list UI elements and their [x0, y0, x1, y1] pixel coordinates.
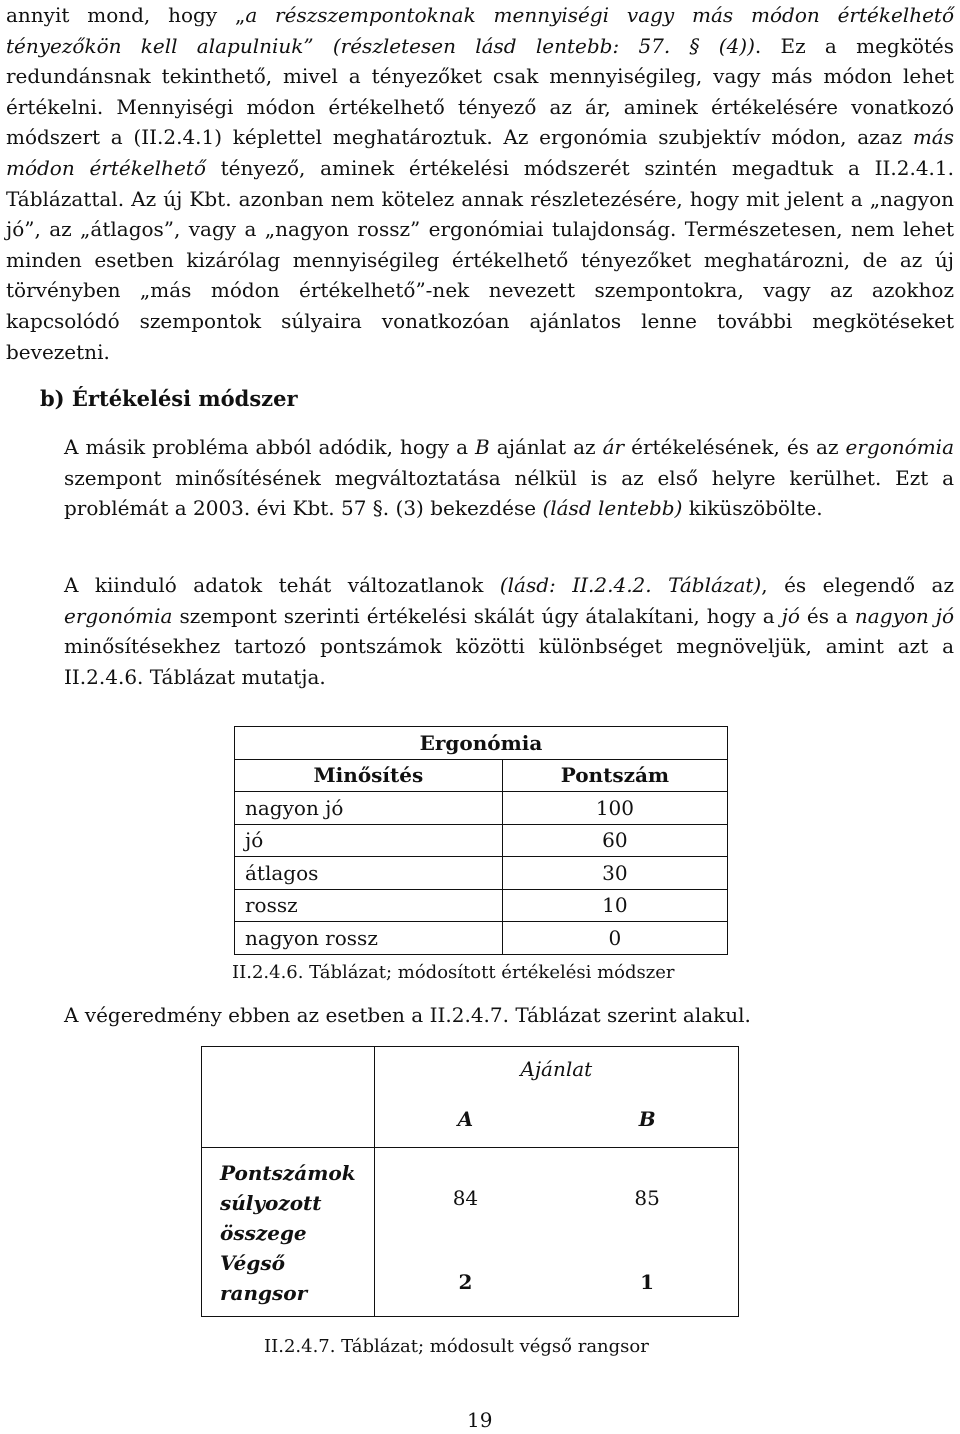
table-title: Ergonómia	[235, 727, 728, 760]
table-title-row	[235, 727, 728, 760]
row-label-line: Végső	[220, 1251, 285, 1275]
p3-em-ergonomia: ergonómia	[64, 603, 173, 628]
row-label-line: összege	[220, 1221, 307, 1245]
row-label-vegso-rangsor	[202, 1248, 375, 1317]
table-row	[235, 922, 728, 955]
table-row	[235, 824, 728, 857]
table-header-row	[202, 1091, 739, 1148]
row-value: 10	[502, 889, 727, 922]
p2-text-e: kiküszöbölte.	[682, 496, 823, 521]
p1-tail: tényező, aminek értékelési módszerét szintén megadtuk a II.2.4.1. Táblázattal. Az új Kbt. azonban nem kötelez annak részletezésére, hogy mit jelent a „nagyon jó”, az „átlagos”, vagy a „nagyon rossz” ergonómiai tulajdonság. Természetesen, nem lehet minden esetben kizárólag mennyiségileg értékelhető tényezőket meghatározni, de az új törvényben „más módon értékelhető”-nek nevezett szempontokra, vagy az azokhoz kapcsolódó szempontok súlyaira vonatkozóan ajánlatos lenne további megkötéseket bevezetni.	[6, 155, 954, 364]
ranking-table	[201, 1046, 739, 1317]
result-intro-text: A végeredmény ebben az esetben a II.2.4.7. Táblázat szerint alakul.	[64, 1003, 751, 1027]
row-label: átlagos	[235, 857, 503, 890]
table-group-row	[202, 1047, 739, 1092]
table-caption-2: II.2.4.7. Táblázat; módosult végső rangsor	[264, 1336, 649, 1357]
p3-text-e: minősítésekhez tartozó pontszámok közötti különbséget megnöveljük, amint azt a II.2.4.6. Táblázat mutatja.	[64, 634, 954, 689]
row-label-line: Pontszámok	[220, 1161, 356, 1185]
paragraph-1	[6, 0, 954, 367]
row-label-line: súlyozott	[220, 1191, 322, 1215]
rank-b: 1	[556, 1248, 738, 1317]
ergonomia-table	[234, 726, 728, 955]
p1-lead: annyit mond, hogy „	[6, 3, 246, 27]
table-row	[235, 889, 728, 922]
row-label: nagyon rossz	[235, 922, 503, 955]
p1-quote: a részszempontoknak mennyiségi vagy más módon értékelhető tényezőkön kell alapulniuk” (részletesen lásd lentebb: 57. § (4))	[6, 3, 954, 58]
paragraph-2	[64, 432, 954, 524]
p3-em-lasd: (lásd: II.2.4.2. Táblázat)	[499, 573, 762, 597]
p2-text-c: értékelésének, és az	[624, 435, 846, 459]
p2-text-d: szempont minősítésének megváltoztatása nélkül is az első helyre kerülhet. Ezt a problémát a 2003. évi Kbt. 57 §. (3) bekezdése	[64, 465, 954, 521]
table-row	[202, 1248, 739, 1317]
p3-text-b: , és elegendő az	[761, 573, 955, 597]
p3-text-c: szempont szerinti értékelési skálát úgy átalakítani, hogy a	[172, 603, 782, 628]
column-group-ajanlat: Ajánlat	[374, 1047, 738, 1092]
p1-em: más módon értékelhető	[6, 125, 954, 180]
column-header-a: A	[374, 1091, 556, 1148]
row-label: nagyon jó	[235, 792, 503, 825]
table-row	[235, 792, 728, 825]
row-value: 30	[502, 857, 727, 890]
p2-em-lasd: (lásd lentebb)	[542, 496, 683, 521]
p3-em-jo: jó	[781, 603, 800, 628]
empty-header-cell	[202, 1091, 375, 1148]
value-b: 85	[556, 1148, 738, 1249]
p3-text-a: A kiinduló adatok tehát változatlanok	[64, 573, 500, 597]
p2-text-a: A másik probléma abból adódik, hogy a	[64, 435, 476, 459]
p3-text-d: és a	[799, 603, 855, 628]
paragraph-3	[64, 570, 954, 692]
p2-em-b: B	[475, 435, 490, 459]
page-number: 19	[467, 1408, 493, 1432]
p2-em-ergonomia: ergonómia	[845, 435, 954, 459]
p3-em-nagyon-jo: nagyon jó	[854, 603, 954, 628]
row-label-pontszamok	[202, 1148, 375, 1249]
table-row	[202, 1148, 739, 1249]
value-a: 84	[374, 1148, 556, 1249]
table-header-row	[235, 759, 728, 792]
row-label: jó	[235, 824, 503, 857]
section-heading: b) Értékelési módszer	[40, 386, 298, 411]
column-header-minosites: Minősítés	[235, 759, 503, 792]
rank-a: 2	[374, 1248, 556, 1317]
p2-em-ar: ár	[602, 435, 625, 459]
row-value: 100	[502, 792, 727, 825]
row-label-line: rangsor	[220, 1281, 308, 1305]
row-label: rossz	[235, 889, 503, 922]
column-header-b: B	[556, 1091, 738, 1148]
row-value: 60	[502, 824, 727, 857]
p1-mid: . Ez a megkötés redundánsnak tekinthető, mivel a tényezőket csak mennyiségileg, vagy más módon lehet értékelni. Mennyiségi módon értékelhető tényező az ár, aminek értékelésére vonatkozó módszert a (II.2.4.1) képlettel meghatároztuk. Az ergonómia szubjektív módon, azaz	[6, 33, 955, 150]
p2-text-b: ajánlat az	[489, 435, 603, 459]
row-value: 0	[502, 922, 727, 955]
table-caption-1: II.2.4.6. Táblázat; módosított értékelési módszer	[232, 962, 675, 983]
empty-corner-cell	[202, 1047, 375, 1092]
table-row	[235, 857, 728, 890]
column-header-pontszam: Pontszám	[502, 759, 727, 792]
